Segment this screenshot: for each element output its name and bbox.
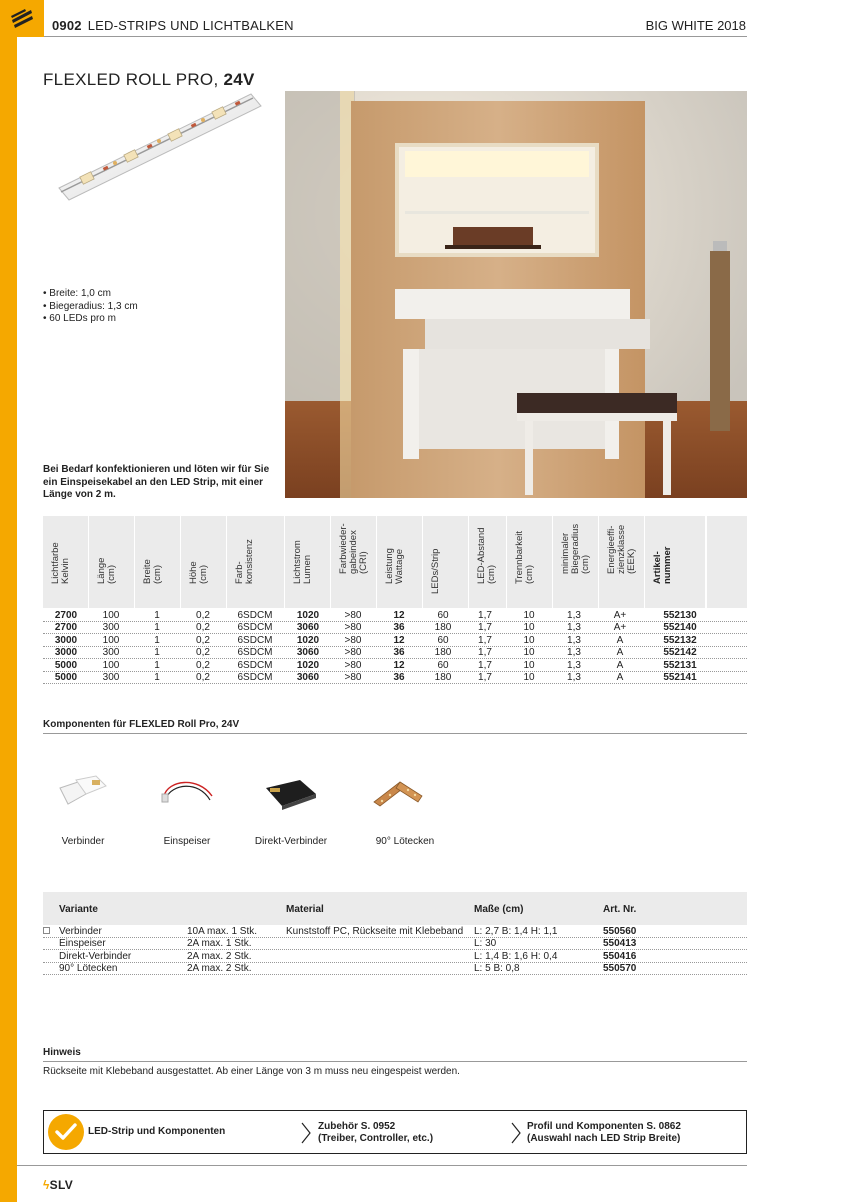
spec-cell: 300 bbox=[102, 622, 120, 633]
spec-col-header-label: Breite (cm) bbox=[142, 559, 163, 584]
spec-cell: 10 bbox=[523, 647, 535, 658]
reference-profile-desc: (Auswahl nach LED Strip Breite) bbox=[527, 1133, 681, 1144]
material-col-header: Material bbox=[286, 904, 324, 915]
spec-row bbox=[43, 622, 747, 635]
spec-cell: 10 bbox=[523, 659, 535, 671]
variant-rating: 10A max. 1 Stk. bbox=[187, 925, 258, 937]
spec-cell: 180 bbox=[434, 622, 452, 633]
spec-cell: 3060 bbox=[296, 647, 320, 658]
spec-cell: 3060 bbox=[296, 622, 320, 633]
spec-cell: 552140 bbox=[663, 622, 697, 633]
spec-row bbox=[43, 659, 747, 672]
footer-divider bbox=[17, 1165, 747, 1166]
feature-item: • Breite: 1,0 cm bbox=[43, 288, 138, 301]
reference-accessories-desc: (Treiber, Controller, etc.) bbox=[318, 1133, 434, 1144]
product-title-main: FLEXLED ROLL PRO, bbox=[43, 70, 219, 89]
spec-cell: 100 bbox=[102, 659, 120, 671]
spec-cell: 1,7 bbox=[478, 634, 492, 646]
variant-table-header bbox=[43, 892, 747, 925]
direct-connector-image bbox=[260, 776, 320, 814]
variant-rating: 2A max. 2 Stk. bbox=[187, 950, 252, 962]
feature-item: • Biegeradius: 1,3 cm bbox=[43, 301, 138, 314]
spec-cell: 0,2 bbox=[196, 634, 210, 646]
spec-col-header bbox=[645, 516, 705, 608]
product-title-voltage: 24V bbox=[223, 70, 255, 89]
spec-cell: >80 bbox=[344, 622, 362, 633]
variant-row bbox=[43, 938, 747, 951]
spec-row bbox=[43, 672, 747, 685]
connector-image bbox=[56, 774, 112, 814]
spec-col-header-label: Farbwieder- gabeindex (CRI) bbox=[338, 523, 369, 574]
section-title: LED-STRIPS UND LICHTBALKEN bbox=[87, 18, 294, 33]
reference-accessories-page: Zubehör S. 0952 bbox=[318, 1121, 396, 1132]
spec-cell: 1 bbox=[154, 609, 160, 621]
spec-col-header bbox=[135, 516, 180, 608]
checkmark-icon bbox=[55, 1122, 77, 1142]
spec-cell: 0,2 bbox=[196, 647, 210, 658]
spec-col-header bbox=[469, 516, 506, 608]
spec-col-header bbox=[227, 516, 284, 608]
spec-row bbox=[43, 634, 747, 647]
spec-col-header-label: Lichtfarbe Kelvin bbox=[50, 542, 71, 584]
spec-cell: >80 bbox=[344, 672, 362, 683]
spec-cell: 5000 bbox=[54, 659, 78, 671]
spec-cell: 6SDCM bbox=[237, 659, 273, 671]
component-label: Einspeiser bbox=[163, 836, 211, 847]
variant-row bbox=[43, 950, 747, 963]
variant-art-nr: 550560 bbox=[603, 925, 637, 937]
spec-cell: 10 bbox=[523, 622, 535, 633]
spec-cell: 300 bbox=[102, 647, 120, 658]
reference-box bbox=[43, 1110, 747, 1154]
spec-cell: 1 bbox=[154, 622, 160, 633]
spec-cell: 1020 bbox=[296, 609, 320, 621]
spec-cell: 1,3 bbox=[567, 659, 581, 671]
spec-cell: 10 bbox=[523, 609, 535, 621]
spec-cell: 6SDCM bbox=[237, 647, 273, 658]
spec-cell: 3000 bbox=[54, 634, 78, 646]
spec-col-header-label: Leistung Wattage bbox=[384, 548, 405, 584]
component-label: 90° Lötecken bbox=[375, 836, 435, 847]
spec-col-header bbox=[599, 516, 644, 608]
chevron-right-icon bbox=[300, 1121, 312, 1145]
variant-rating: 2A max. 2 Stk. bbox=[187, 963, 252, 974]
spec-cell: >80 bbox=[344, 647, 362, 658]
variant-col-header: Variante bbox=[59, 904, 98, 915]
spec-cell: 1 bbox=[154, 659, 160, 671]
spec-col-header bbox=[89, 516, 134, 608]
spec-cell: 6SDCM bbox=[237, 609, 273, 621]
components-title: Komponenten für FLEXLED Roll Pro, 24V bbox=[43, 719, 240, 730]
spec-cell: A+ bbox=[613, 609, 627, 621]
spec-col-header bbox=[285, 516, 330, 608]
spec-cell: >80 bbox=[344, 634, 362, 646]
spec-cell: A bbox=[616, 659, 624, 671]
spec-cell: 36 bbox=[393, 622, 405, 633]
spec-cell: 1,7 bbox=[478, 672, 492, 683]
page-number: 0902 bbox=[52, 18, 82, 33]
spec-col-header-empty bbox=[707, 516, 747, 608]
spec-cell: 5000 bbox=[54, 672, 78, 683]
spec-row bbox=[43, 647, 747, 660]
variant-art-nr: 550416 bbox=[603, 950, 637, 962]
reference-profile-link[interactable] bbox=[527, 1121, 681, 1145]
checkmark-badge bbox=[48, 1114, 84, 1150]
spec-cell: 180 bbox=[434, 647, 452, 658]
spec-col-header-label: Länge (cm) bbox=[96, 557, 117, 584]
variant-name: Verbinder bbox=[59, 925, 102, 937]
spec-col-header-label: Höhe (cm) bbox=[188, 561, 209, 584]
brand-sidebar bbox=[0, 0, 17, 1202]
spec-cell: A bbox=[616, 647, 624, 658]
spec-cell: 12 bbox=[393, 634, 405, 646]
spec-cell: 1,7 bbox=[478, 609, 492, 621]
spec-cell: 1020 bbox=[296, 659, 320, 671]
spec-cell: 100 bbox=[102, 609, 120, 621]
spec-col-header bbox=[181, 516, 226, 608]
variant-name: Einspeiser bbox=[59, 938, 106, 949]
spec-cell: 552132 bbox=[663, 634, 697, 646]
spec-col-header-label: LEDs/Strip bbox=[430, 548, 441, 594]
footer-logo bbox=[43, 1178, 73, 1192]
spec-cell: >80 bbox=[344, 609, 362, 621]
variant-row bbox=[43, 925, 747, 938]
spec-cell: 60 bbox=[437, 634, 449, 646]
dims-col-header: Maße (cm) bbox=[474, 904, 524, 915]
variant-art-nr: 550413 bbox=[603, 938, 637, 949]
spec-col-header bbox=[507, 516, 552, 608]
select-checkbox[interactable] bbox=[43, 927, 50, 934]
spec-cell: 36 bbox=[393, 647, 405, 658]
solder-corner-image bbox=[370, 774, 430, 814]
chevron-right-icon bbox=[510, 1121, 522, 1145]
spec-col-header bbox=[377, 516, 422, 608]
spec-cell: 6SDCM bbox=[237, 622, 273, 633]
spec-cell: 1,7 bbox=[478, 622, 492, 633]
spec-cell: 552141 bbox=[663, 672, 697, 683]
variant-dims: L: 1,4 B: 1,6 H: 0,4 bbox=[474, 950, 558, 962]
variant-name: 90° Lötecken bbox=[59, 963, 118, 974]
spec-cell: 12 bbox=[393, 609, 405, 621]
catalog-name: BIG WHITE 2018 bbox=[645, 18, 746, 33]
spec-cell: 552130 bbox=[663, 609, 697, 621]
variant-row bbox=[43, 963, 747, 976]
slv-logo-icon bbox=[9, 6, 35, 30]
reference-accessories-link[interactable] bbox=[318, 1121, 433, 1145]
spec-cell: 1020 bbox=[296, 634, 320, 646]
spec-cell: 1,3 bbox=[567, 634, 581, 646]
variant-dims: L: 5 B: 0,8 bbox=[474, 963, 520, 974]
slv-logo bbox=[0, 0, 44, 37]
product-title bbox=[43, 70, 255, 90]
variant-rating: 2A max. 1 Stk. bbox=[187, 938, 252, 949]
room-photo bbox=[285, 91, 747, 498]
spec-col-header bbox=[43, 516, 88, 608]
custom-cable-note: Bei Bedarf konfektionieren und löten wir für Sie ein Einspeisekabel an den LED Strip, mit einer Länge von 2 m. bbox=[43, 464, 270, 500]
feature-item: • 60 LEDs pro m bbox=[43, 313, 138, 326]
spec-cell: 1 bbox=[154, 634, 160, 646]
spec-row bbox=[43, 609, 747, 622]
spec-cell: 6SDCM bbox=[237, 672, 273, 683]
spec-col-header-label: LED-Abstand (cm) bbox=[476, 527, 497, 584]
page-header bbox=[52, 18, 294, 33]
spec-cell: 180 bbox=[434, 672, 452, 683]
spec-cell: 1,3 bbox=[567, 672, 581, 683]
spec-cell: 1,3 bbox=[567, 609, 581, 621]
spec-cell: 1,3 bbox=[567, 647, 581, 658]
spec-col-header-label: Energieeffi- zienzklasse (EEK) bbox=[606, 524, 637, 574]
variant-material: Kunststoff PC, Rückseite mit Klebeband bbox=[286, 925, 464, 937]
spec-cell: 1 bbox=[154, 647, 160, 658]
hint-text: Rückseite mit Klebeband ausgestattet. Ab einer Länge von 3 m muss neu eingespeist werden. bbox=[43, 1066, 460, 1077]
spec-cell: 60 bbox=[437, 659, 449, 671]
spec-cell: 0,2 bbox=[196, 659, 210, 671]
spec-cell: 1 bbox=[154, 672, 160, 683]
spec-col-header bbox=[331, 516, 376, 608]
hint-divider bbox=[43, 1061, 747, 1062]
spec-col-header-label: Farb- konsistenz bbox=[234, 539, 255, 584]
spec-cell: 12 bbox=[393, 659, 405, 671]
spec-cell: 100 bbox=[102, 634, 120, 646]
spec-cell: 2700 bbox=[54, 622, 78, 633]
footer-brand: SLV bbox=[49, 1178, 74, 1192]
spec-cell: 552142 bbox=[663, 647, 697, 658]
spec-cell: 1,7 bbox=[478, 647, 492, 658]
spec-cell: 60 bbox=[437, 609, 449, 621]
spec-cell: 0,2 bbox=[196, 672, 210, 683]
variant-art-nr: 550570 bbox=[603, 963, 637, 974]
spec-cell: A+ bbox=[613, 622, 627, 633]
spec-col-header bbox=[423, 516, 468, 608]
header-divider bbox=[44, 36, 747, 37]
variant-dims: L: 30 bbox=[474, 938, 497, 949]
spec-cell: 10 bbox=[523, 634, 535, 646]
spec-col-header-label: Artikel- nummer bbox=[652, 546, 673, 584]
spec-cell: A bbox=[616, 634, 624, 646]
spec-cell: 10 bbox=[523, 672, 535, 683]
spec-cell: 2700 bbox=[54, 609, 78, 621]
components-divider bbox=[43, 733, 747, 734]
spec-col-header bbox=[553, 516, 598, 608]
artnr-col-header: Art. Nr. bbox=[603, 904, 637, 915]
reference-profile-page: Profil und Komponenten S. 0862 bbox=[527, 1121, 681, 1132]
component-label: Direkt-Verbinder bbox=[254, 836, 328, 847]
spec-cell: 0,2 bbox=[196, 622, 210, 633]
hint-title: Hinweis bbox=[43, 1047, 81, 1058]
spec-col-header-label: Trennbarkeit (cm) bbox=[514, 531, 535, 584]
feature-list bbox=[43, 288, 138, 326]
spec-col-header-label: minimaler Biegeradius (cm) bbox=[560, 523, 591, 574]
led-strip-image bbox=[55, 88, 265, 203]
spec-cell: 1,3 bbox=[567, 622, 581, 633]
spec-cell: A bbox=[616, 672, 624, 683]
feeder-image bbox=[158, 776, 218, 812]
spec-col-header-label: Lichtstrom Lumen bbox=[292, 540, 313, 584]
variant-dims: L: 2,7 B: 1,4 H: 1,1 bbox=[474, 925, 558, 937]
spec-cell: 3060 bbox=[296, 672, 320, 683]
spec-cell: 6SDCM bbox=[237, 634, 273, 646]
spec-cell: 36 bbox=[393, 672, 405, 683]
spec-cell: 1,7 bbox=[478, 659, 492, 671]
spec-cell: >80 bbox=[344, 659, 362, 671]
spec-cell: 0,2 bbox=[196, 609, 210, 621]
component-label: Verbinder bbox=[61, 836, 105, 847]
spec-cell: 552131 bbox=[663, 659, 697, 671]
reference-main-label: LED-Strip und Komponenten bbox=[88, 1126, 226, 1137]
spec-cell: 300 bbox=[102, 672, 120, 683]
variant-name: Direkt-Verbinder bbox=[59, 950, 132, 962]
spec-cell: 3000 bbox=[54, 647, 78, 658]
spark-icon: ϟ bbox=[43, 1178, 50, 1192]
